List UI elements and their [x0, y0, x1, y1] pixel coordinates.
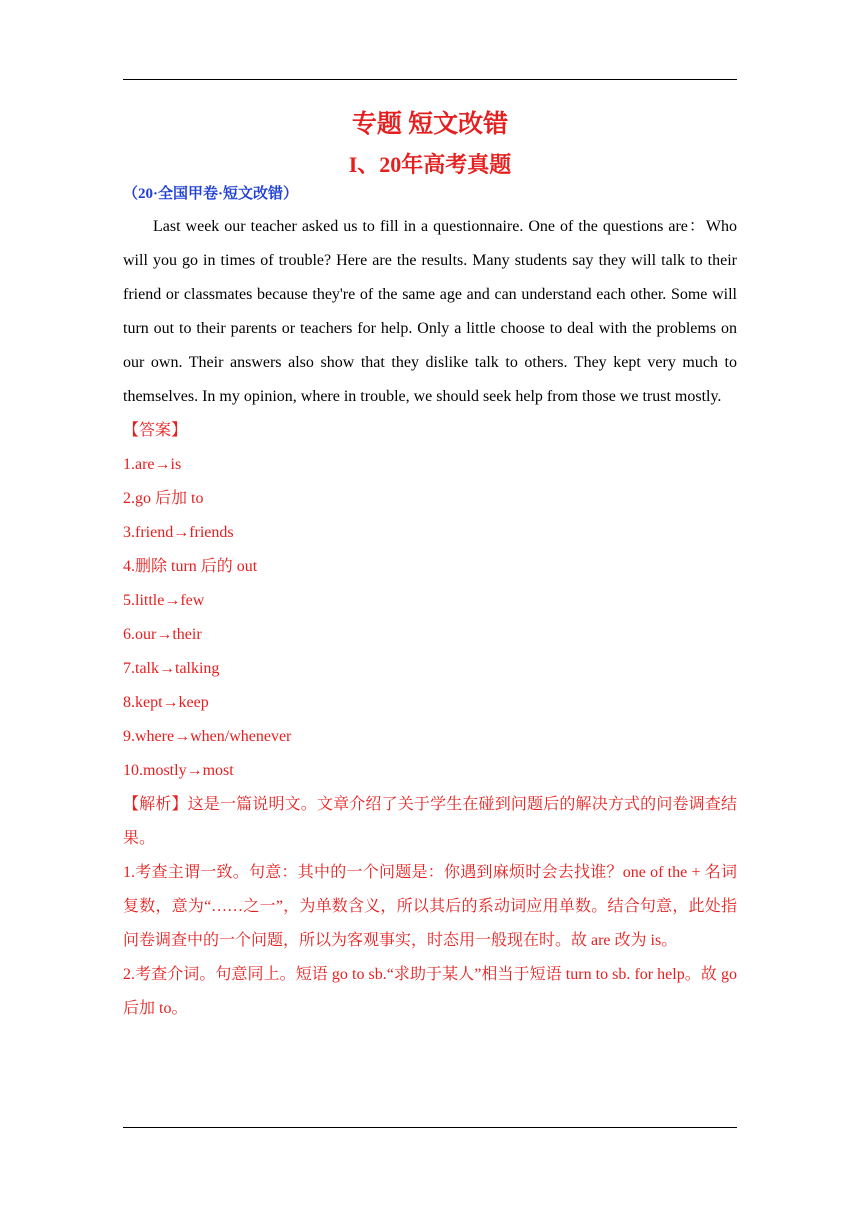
explanation-section [123, 788, 737, 1026]
answer-item: 5.little→few [123, 592, 205, 609]
page-title: 专题 短文改错 [351, 111, 509, 138]
answer-item: 8.kept→keep [123, 694, 209, 711]
answer-item: 10.mostly→most [123, 762, 234, 779]
answer-item: 6.our→their [123, 626, 202, 643]
document-body [123, 100, 737, 1026]
answer-item: 7.talk→talking [123, 660, 220, 677]
answer-item: 4.删除 turn 后的 out [123, 558, 258, 575]
answer-item: 2.go 后加 to [123, 490, 204, 507]
footer-rule [123, 1127, 737, 1128]
answer-item: 3.friend→friends [123, 524, 234, 541]
question-source: （20·全国甲卷·短文改错） [123, 186, 299, 202]
header-rule [123, 79, 737, 80]
explanation-item: 1.考查主谓一致。句意：其中的一个问题是：你遇到麻烦时会去找谁？one of the + 名词复数，意为“……之一”，为单数含义，所以其后的系动词应用单数。结合句意，此处指问卷调查中的一个问题，所以为客观事实，时态用一般现在时。故 are 改为 is。 [123, 864, 737, 949]
section-title: I、20年高考真题 [348, 152, 512, 177]
answer-list [123, 448, 737, 788]
explanation-item: 2.考查介词。句意同上。短语 go to sb.“求助于某人”相当于短语 turn to sb. for help。故 go 后加 to。 [123, 966, 737, 1017]
answer-heading: 【答案】 [123, 422, 188, 439]
passage-text: Last week our teacher asked us to fill in a questionnaire. One of the questions are：Who will you go in times of trouble? Here are the results. Many students say they will talk to their friend or classmates because they're of the same age and can understand each other. Some will turn out to their parents or teachers for help. Only a little choose to deal with the problems on our own. Their answers also show that they dislike talk to others. They kept very much to themselves. In my opinion, where in trouble, we should seek help from those we trust mostly. [123, 218, 737, 405]
explanation-intro: 【解析】这是一篇说明文。文章介绍了关于学生在碰到问题后的解决方式的问卷调查结果。 [123, 796, 737, 847]
answer-item: 1.are→is [123, 456, 182, 473]
answer-item: 9.where→when/whenever [123, 728, 292, 745]
